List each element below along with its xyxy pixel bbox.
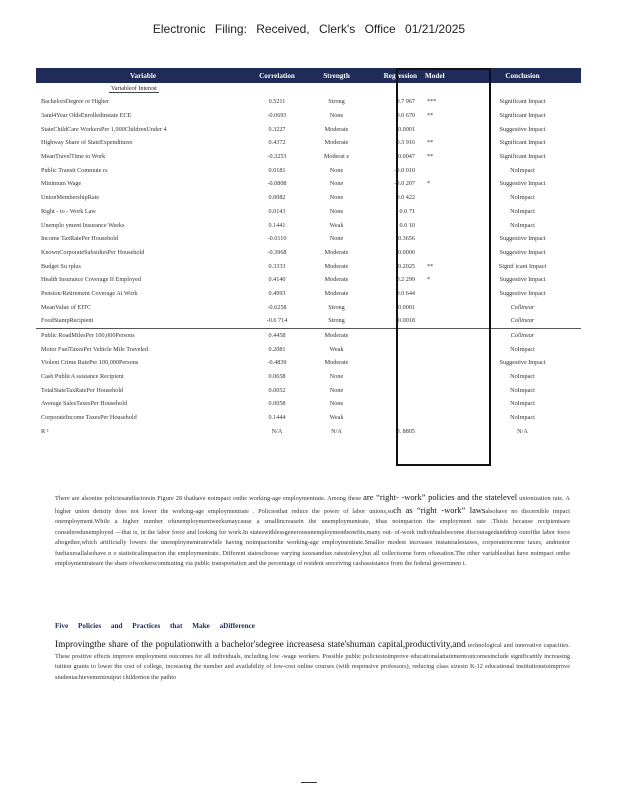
conclusion-cell: NoImpact bbox=[510, 207, 535, 215]
table-row bbox=[36, 342, 581, 356]
regression-cell: 0.0001 bbox=[397, 303, 415, 311]
variable-cell: Motor FuelTaxesPer Vehicle Mile Traveled bbox=[41, 345, 149, 353]
regression-cell: 0.0 10 bbox=[399, 221, 415, 229]
regression-cell: 0.2 299 bbox=[396, 276, 415, 284]
significance-cell: ** bbox=[427, 139, 434, 147]
strength-cell: None bbox=[329, 194, 344, 202]
variable-cell: StateChildCare WorkersPer 1,000ChildrenUnder 4 bbox=[41, 125, 167, 133]
filing-header: Electronic Filing: Received, Clerk's Office 01/21/2025 bbox=[152, 22, 466, 36]
variable-cell: Budget Su rplus bbox=[41, 262, 81, 270]
table-subheader bbox=[36, 83, 581, 95]
regression-cell: -0.3656 bbox=[395, 235, 415, 243]
correlation-cell: 0.0082 bbox=[268, 194, 286, 202]
variable-cell: Average SalesTaxesPer Household bbox=[41, 400, 128, 408]
strength-cell: Moderat e bbox=[323, 153, 350, 161]
correlation-cell: 0.4993 bbox=[268, 289, 286, 297]
correlation-cell: 0.3333 bbox=[268, 262, 286, 270]
strength-cell: Moderate bbox=[324, 139, 349, 147]
regression-cell: 0.7 967 bbox=[396, 98, 415, 106]
strength-cell: None bbox=[329, 386, 344, 394]
table-row bbox=[36, 356, 581, 370]
table-row bbox=[36, 370, 581, 384]
strength-cell: Moderate bbox=[324, 332, 349, 340]
strength-cell: Moderate bbox=[324, 125, 349, 133]
variable-of-interest-label: Variableof Interest bbox=[111, 85, 157, 92]
strength-cell: Weak bbox=[329, 345, 344, 353]
correlation-cell: -0.6 714 bbox=[266, 317, 288, 325]
conclusion-cell: NoImpact bbox=[510, 166, 535, 174]
regression-cell: 0.0 71 bbox=[399, 207, 415, 215]
table-row bbox=[36, 177, 581, 191]
correlation-cell: -0.0110 bbox=[267, 235, 287, 243]
variable-cell: KnownCorporateSubsidiesPer Household bbox=[41, 248, 145, 256]
strength-cell: None bbox=[329, 373, 344, 381]
conclusion-cell: Significant Impact bbox=[499, 139, 546, 147]
col-model: Model bbox=[425, 71, 445, 80]
correlation-cell: -0.3968 bbox=[267, 248, 287, 256]
table-row bbox=[36, 136, 581, 150]
paragraph-nonimpact bbox=[55, 492, 570, 570]
significance-cell: ** bbox=[427, 112, 434, 120]
col-conclusion: Conclusion bbox=[505, 71, 540, 80]
variable-cell: UnionMembershipRate bbox=[41, 194, 100, 202]
regression-cell: 0. 8805 bbox=[396, 427, 415, 435]
variable-cell: Cash PublicA ssistance Recipient bbox=[41, 373, 124, 381]
strength-cell: N/A bbox=[331, 427, 342, 435]
variable-cell: Right - to - Work Law bbox=[41, 207, 96, 215]
regression-cell: 0.3 916 bbox=[396, 139, 415, 147]
table-row bbox=[36, 411, 581, 425]
table-row bbox=[36, 191, 581, 205]
conclusion-cell: Suggestive Impact bbox=[499, 276, 546, 284]
conclusion-cell: Suggestive Impact bbox=[499, 235, 546, 243]
strength-cell: Moderate bbox=[324, 359, 349, 367]
paragraph-text: alsohave no discernible impact onemployment.While a higher number ofunemploymentweeksmaycause a smallincreasein the unemploymentrate, ithas noimpacton the employment rate .Thisis because recipientsare consideredunemployed —that is, in the labor force and looking for work.In stateswithlessgenerousunemploymentbenefits,many out- of-work individualsbecome discouragedanddrop outofthe labor force altogether,which artificially lowers the unemploymentratewhile having noimpactonthe working-age employmentrate.Smallor modest increases instatesalestaxes, corporateincome taxes, andmotor fueltaxesallalsohave n o statisticalimpacton the employmentrate. Different stateschoose varying taxesandtax ratestolevy,but all collectsome form oftaxation.The other variablesthat have noimpact onthe employmentrateare the share ofworkerscommuting via public transportation and the percentage of resident sreceiving cashassistance from the federal governmen t. bbox=[55, 507, 570, 567]
conclusion-cell: NoImpact bbox=[510, 373, 535, 381]
correlation-cell: -0.6258 bbox=[267, 303, 287, 311]
correlation-cell: -0.3253 bbox=[267, 153, 287, 161]
paragraph-text: unionization rate. A higher union density does not lower the working-age employmentrate . Policiesthat reduce the power of labor unions,su bbox=[55, 495, 570, 515]
table-row bbox=[36, 218, 581, 232]
correlation-cell: 0.4372 bbox=[268, 139, 286, 147]
table-row bbox=[36, 259, 581, 273]
strength-cell: None bbox=[329, 180, 344, 188]
col-regression: Regression bbox=[383, 71, 417, 80]
correlation-cell: 0.1444 bbox=[268, 414, 286, 422]
regression-cell: -0.0047 bbox=[395, 153, 415, 161]
variable-cell: CorporateIncome TaxesPer Household bbox=[41, 414, 137, 422]
conclusion-cell: N/A bbox=[517, 427, 528, 435]
conclusion-cell: Suggestive Impact bbox=[499, 125, 546, 133]
strength-cell: Moderate bbox=[324, 262, 349, 270]
conclusion-cell: Collinear bbox=[510, 303, 535, 311]
regression-cell: 0.2025 bbox=[397, 262, 415, 270]
conclusion-cell: NoImpact bbox=[510, 400, 535, 408]
variable-cell: Minimum Wage bbox=[41, 180, 82, 188]
variable-cell: Highway Share of StateExpenditures bbox=[41, 139, 133, 147]
correlation-cell: 0.0052 bbox=[268, 386, 286, 394]
strength-cell: Moderate bbox=[324, 289, 349, 297]
table-row bbox=[36, 397, 581, 411]
conclusion-cell: NoImpact bbox=[510, 386, 535, 394]
col-variable: Variable bbox=[129, 71, 157, 80]
correlation-cell: -0.0693 bbox=[267, 112, 287, 120]
variable-cell: Pension/Retirement Coverage At Work bbox=[41, 289, 138, 297]
col-correlation: Correlation bbox=[259, 71, 295, 80]
significance-cell: * bbox=[427, 180, 431, 188]
strength-cell: None bbox=[329, 166, 344, 174]
variable-cell: Income TaxRatePer Household bbox=[41, 235, 119, 243]
table-row bbox=[36, 246, 581, 260]
paragraph-education bbox=[55, 640, 570, 683]
table-row bbox=[36, 95, 581, 109]
page-footer-rule bbox=[301, 782, 317, 783]
variable-cell: Public Transit Commute rs bbox=[41, 166, 108, 174]
significance-cell: ** bbox=[427, 262, 434, 270]
conclusion-cell: Collinear bbox=[510, 317, 535, 325]
paragraph-text: technological and innovative capacities. These positive effects improve employment outcomes for all individuals, including low -wage workers. Possible public policiestoimprove educationalattainmentoutcomesinclude significantly increasing tuition grants to lower the cost of college, increasing the number and availability of low-cost online courses (with responsive professors), reducing class sizesin K-12 educational institutionstoimprove studentachievementoutput childrenon the pathto bbox=[55, 642, 570, 681]
col-strength: Strength bbox=[323, 71, 350, 80]
variable-cell: BachelorsDegree or Higher bbox=[41, 98, 110, 106]
table-row bbox=[36, 163, 581, 177]
conclusion-cell: Suggestive Impact bbox=[499, 359, 546, 367]
conclusion-cell: NoImpact bbox=[510, 414, 535, 422]
regression-cell: -0.0 207 bbox=[394, 180, 415, 188]
regression-cell: 0.0 670 bbox=[396, 112, 415, 120]
variable-cell: Violent Crime RatePer 100,000Persons bbox=[41, 359, 139, 367]
table-row bbox=[36, 122, 581, 136]
variable-cell: 3and4Year OldsEnrolledinstate ECE bbox=[41, 112, 132, 120]
strength-cell: Weak bbox=[329, 221, 344, 229]
conclusion-cell: NoImpact bbox=[510, 194, 535, 202]
conclusion-cell: Significant Impact bbox=[499, 98, 546, 106]
strength-cell: Moderate bbox=[324, 248, 349, 256]
table-row bbox=[36, 205, 581, 219]
significance-cell: ** bbox=[427, 153, 434, 161]
paragraph-lead: Improvingthe share of the populationwith a bachelor'sdegree increasesa state'shuman capital,productivity,and bbox=[55, 640, 466, 650]
strength-cell: None bbox=[329, 207, 344, 215]
correlation-cell: 0.4458 bbox=[268, 332, 286, 340]
correlation-cell: -0.0808 bbox=[267, 180, 287, 188]
conclusion-cell: NoImpact bbox=[510, 345, 535, 353]
correlation-cell: 0.5211 bbox=[268, 98, 286, 106]
table-header bbox=[36, 68, 581, 83]
section-title: Five Policies and Practices that Make aDifference bbox=[55, 622, 255, 630]
correlation-cell: 0.1441 bbox=[268, 221, 286, 229]
correlation-cell: 0.0058 bbox=[268, 400, 286, 408]
regression-cell: -0.0001 bbox=[395, 125, 415, 133]
variable-cell: TotalStateTaxRatePer Household bbox=[41, 386, 124, 394]
table-row bbox=[36, 328, 581, 343]
strength-cell: Strong bbox=[328, 317, 345, 325]
table-row bbox=[36, 150, 581, 164]
correlation-cell: 0.2081 bbox=[268, 345, 286, 353]
correlation-cell: 0.0181 bbox=[268, 166, 286, 174]
conclusion-cell: Significant Impact bbox=[499, 153, 546, 161]
paragraph-text: There are alsonine policiesandfactorsin Figure 28 thathave noimpact onthe working-age employmentrate. Among these bbox=[55, 495, 362, 502]
conclusion-cell: Signif icant Impact bbox=[498, 262, 547, 270]
strength-cell: None bbox=[329, 400, 344, 408]
correlation-cell: 0.3227 bbox=[268, 125, 286, 133]
table-row bbox=[36, 425, 581, 439]
variable-cell: Public RoadMilesPer 100,000Persons bbox=[41, 332, 135, 340]
significance-cell: *** bbox=[427, 98, 437, 106]
conclusion-cell: Collinear bbox=[510, 332, 535, 340]
variable-cell: FoodStampRecipient bbox=[41, 317, 94, 325]
variable-cell: R ² bbox=[41, 427, 49, 435]
strength-cell: Weak bbox=[329, 414, 344, 422]
conclusion-cell: Suggestive Impact bbox=[499, 248, 546, 256]
correlation-cell: -0.4839 bbox=[267, 359, 287, 367]
correlation-cell: 0.4140 bbox=[268, 276, 286, 284]
conclusion-cell: Suggestive Impact bbox=[499, 289, 546, 297]
conclusion-cell: NoImpact bbox=[510, 221, 535, 229]
results-table bbox=[36, 68, 581, 438]
regression-cell: 0.0000 bbox=[397, 248, 415, 256]
table-row bbox=[36, 300, 581, 314]
variable-cell: Unemplo yment Insurance Weeks bbox=[41, 221, 125, 229]
table-row bbox=[36, 383, 581, 397]
variable-cell: Health Insurance Coverage If Employed bbox=[41, 276, 141, 284]
regression-cell: 0.0 422 bbox=[396, 194, 415, 202]
strength-cell: None bbox=[329, 235, 344, 243]
variable-cell: MeanValue of EITC bbox=[41, 303, 92, 311]
table-row bbox=[36, 314, 581, 328]
table-body bbox=[36, 95, 581, 438]
table-row bbox=[36, 273, 581, 287]
regression-cell: 0.0 644 bbox=[396, 289, 415, 297]
correlation-cell: N/A bbox=[271, 427, 283, 435]
regression-cell: -0.0018 bbox=[395, 317, 415, 325]
conclusion-cell: Significant Impact bbox=[499, 112, 546, 120]
emphasis-text: ch as “right -work” laws bbox=[393, 504, 486, 515]
strength-cell: Strong bbox=[328, 98, 345, 106]
strength-cell: None bbox=[329, 112, 344, 120]
emphasis-text: are “right- -work” policies and the statelevel bbox=[363, 492, 518, 502]
table-row bbox=[36, 109, 581, 123]
conclusion-cell: Suggestive Impact bbox=[499, 180, 546, 188]
variable-cell: MeanTravelTime to Work bbox=[41, 153, 106, 161]
strength-cell: Moderate bbox=[324, 276, 349, 284]
table-row bbox=[36, 287, 581, 301]
correlation-cell: 0.0658 bbox=[268, 373, 286, 381]
table-row bbox=[36, 232, 581, 246]
strength-cell: Strong bbox=[328, 303, 345, 311]
significance-cell: * bbox=[427, 276, 431, 284]
regression-cell: -0.0 010 bbox=[394, 166, 415, 174]
correlation-cell: 0.0143 bbox=[268, 207, 286, 215]
